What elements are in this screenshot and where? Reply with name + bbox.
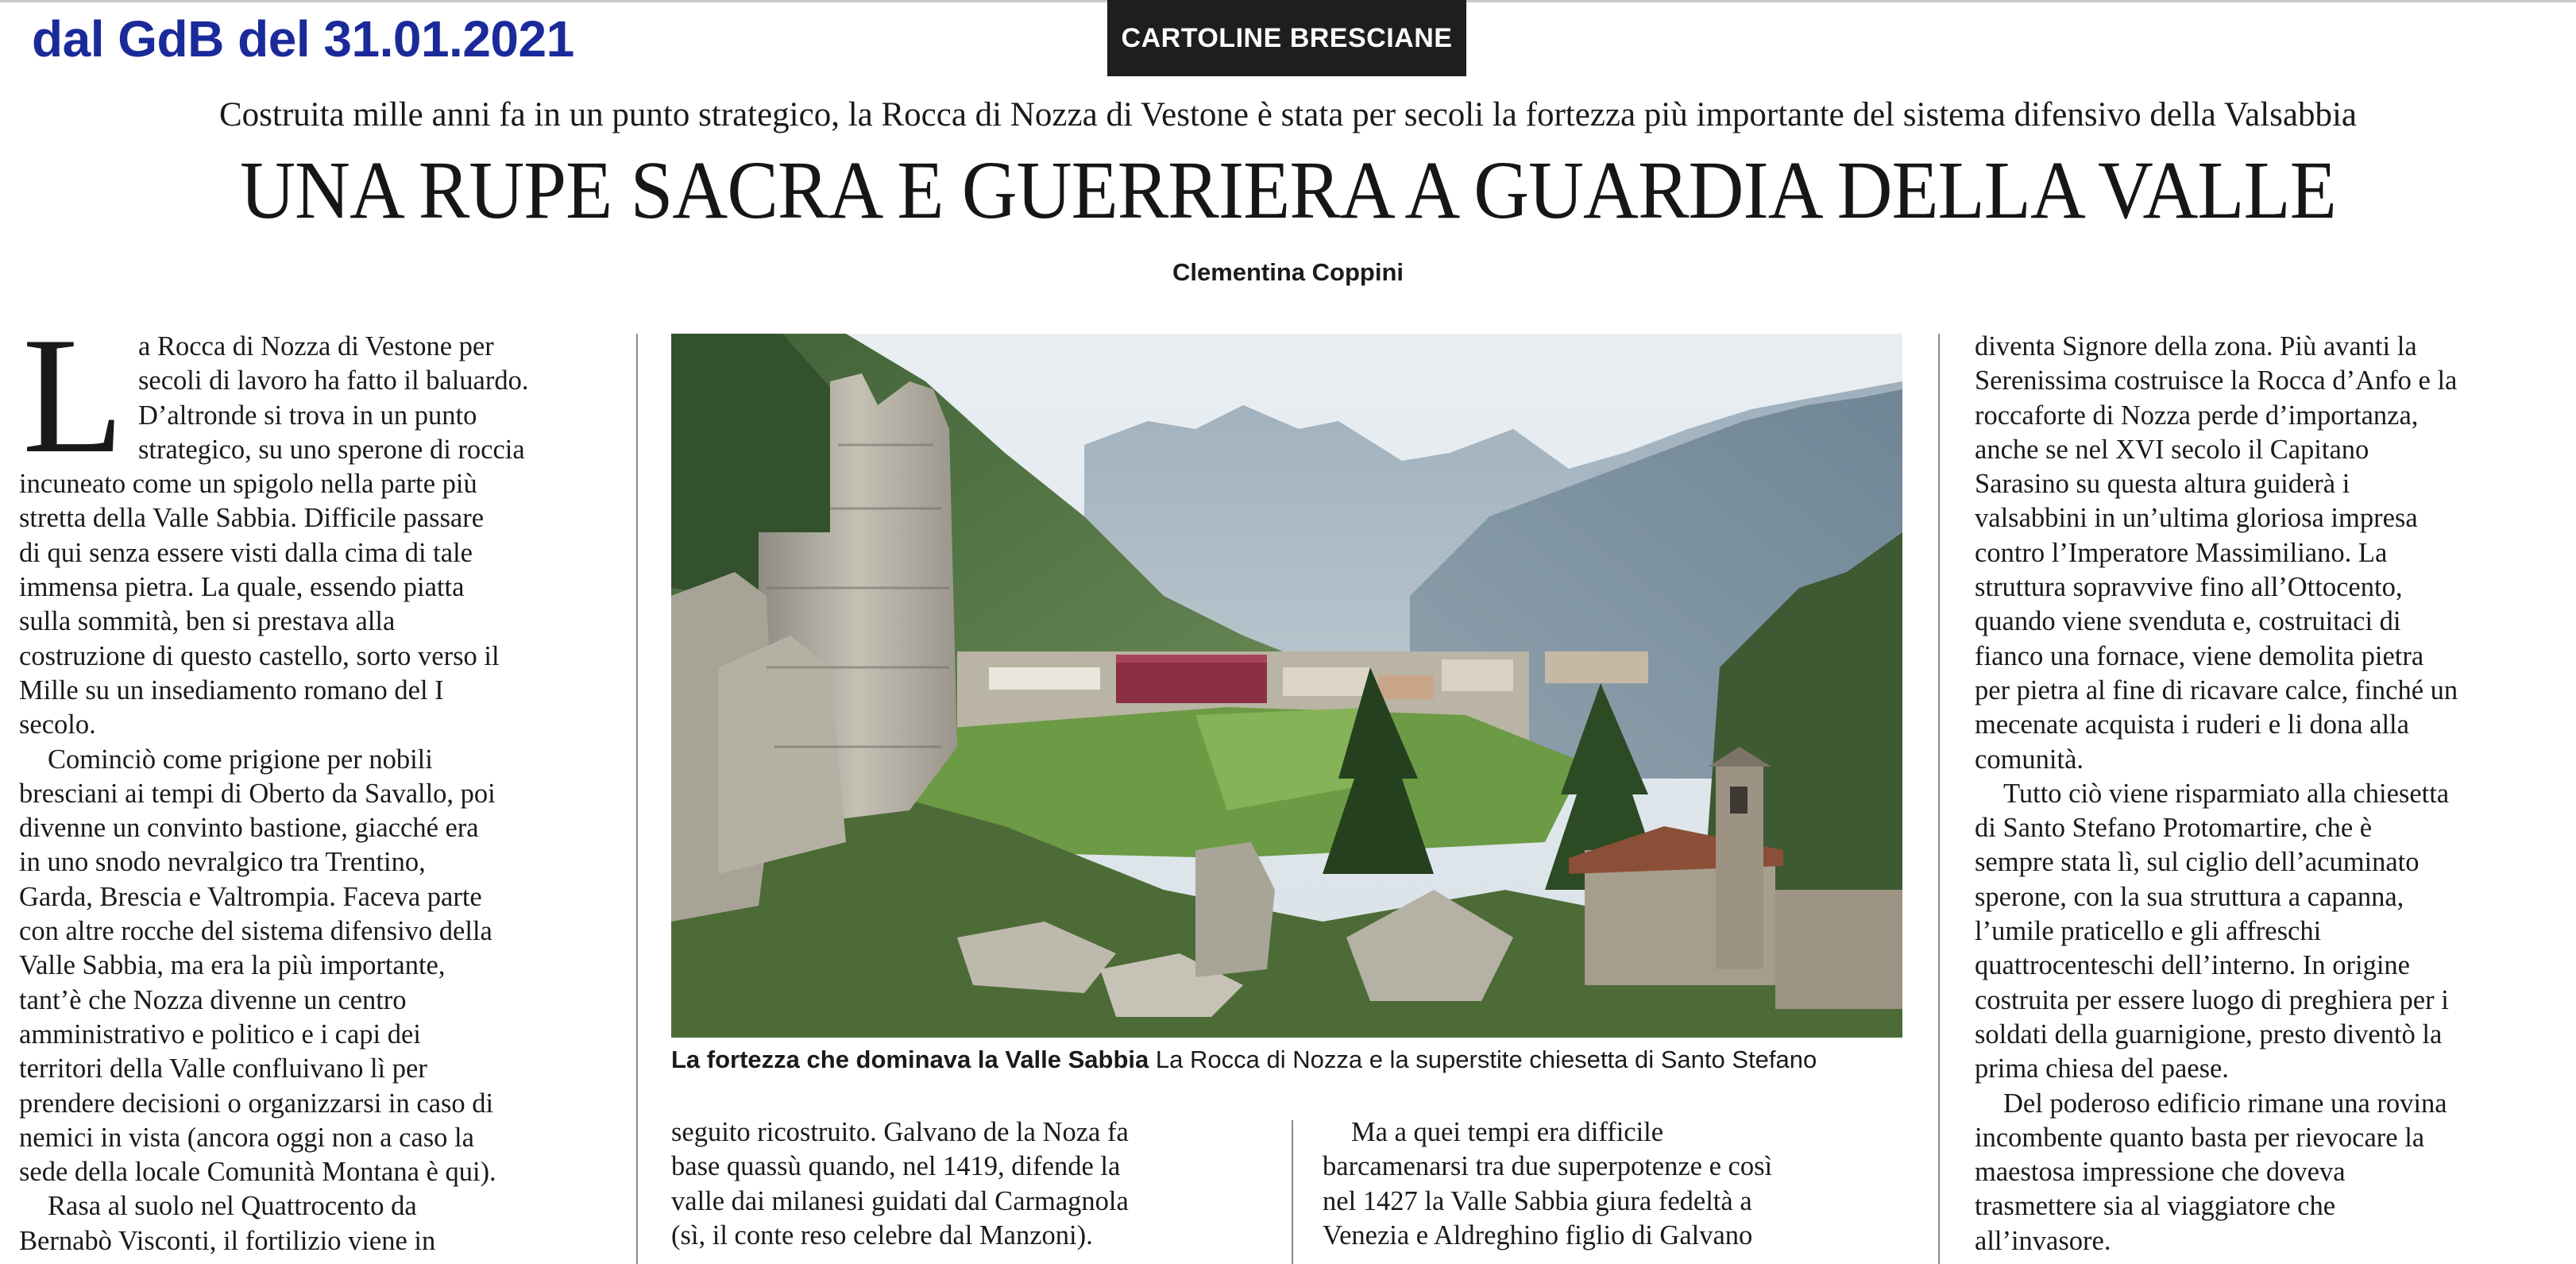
left-column: [19, 330, 599, 1258]
middle-column-2-line: barcamenarsi tra due superpotenze e così: [1323, 1151, 1773, 1182]
left-column-line: costruzione di questo castello, sorto verso il: [19, 640, 500, 671]
right-column-line: all’invasore.: [1975, 1225, 2111, 1256]
photo-caption-text: La Rocca di Nozza e la superstite chiesetta di Santo Stefano: [1155, 1046, 1817, 1073]
left-column-line: sulla sommità, ben si prestava alla: [19, 606, 396, 637]
left-column-line: Cominciò come prigione per nobili: [48, 744, 433, 775]
column-rule-left: [636, 334, 638, 1264]
middle-column-1: [671, 1115, 1259, 1253]
left-column-line: incuneato come un spigolo nella parte più: [19, 469, 477, 500]
right-column-line: Del poderoso edificio rimane una rovina: [2003, 1088, 2447, 1119]
left-column-line: in uno snodo nevralgico tra Trentino,: [19, 847, 426, 878]
left-column-line: con altre rocche del sistema difensivo della: [19, 916, 492, 947]
middle-column-2-line: Venezia e Aldreghino figlio di Galvano: [1323, 1220, 1753, 1250]
headline: UNA RUPE SACRA E GUERRIERA A GUARDIA DELLA VALLE: [240, 145, 2336, 236]
left-column-line: Mille su un insediamento romano del I: [19, 675, 444, 705]
left-column-line: amministrativo e politico e i capi dei: [19, 1019, 421, 1049]
left-column-line: prendere decisioni o organizzarsi in caso di: [19, 1088, 494, 1119]
kicker: Costruita mille anni fa in un punto strategico, la Rocca di Nozza di Vestone è stata per secoli la fortezza più importante del sistema difensivo della Valsabbia: [218, 96, 2358, 133]
right-column-line: quattrocenteschi dell’interno. In origine: [1975, 950, 2410, 981]
left-column-line: tant’è che Nozza divenne un centro: [19, 984, 407, 1015]
middle-column-1-line: valle dai milanesi guidati dal Carmagnola: [671, 1185, 1129, 1216]
left-column-line: bresciani ai tempi di Oberto da Savallo, poi: [19, 778, 496, 809]
section-tag: CARTOLINE BRESCIANE: [1107, 0, 1466, 76]
right-column-line: di Santo Stefano Protomartire, che è: [1975, 813, 2373, 844]
drop-cap: L: [22, 303, 125, 488]
middle-column-1-line: seguito ricostruito. Galvano de la Noza fa: [671, 1117, 1129, 1147]
left-column-line: di qui senza essere visti dalla cima di tale: [19, 537, 473, 568]
left-column-line: secolo.: [19, 709, 96, 740]
left-column-line: strategico, su uno sperone di roccia: [138, 434, 525, 465]
left-column-line: sede della locale Comunità Montana è qui).: [19, 1157, 496, 1188]
right-column-line: sperone, con la sua struttura a capanna,: [1975, 881, 2404, 912]
right-column-line: soldati della guarnigione, presto diventò la: [1975, 1019, 2443, 1049]
left-column-line: D’altronde si trova in un punto: [138, 400, 477, 431]
right-column-line: costruita per essere luogo di preghiera per i: [1975, 984, 2449, 1015]
middle-column-2-line: Ma a quei tempi era difficile: [1351, 1117, 1664, 1147]
right-column-line: comunità.: [1975, 744, 2084, 775]
column-rule-middle: [1292, 1120, 1293, 1264]
middle-column-1-line: base quassù quando, nel 1419, difende la: [671, 1151, 1121, 1182]
right-column-line: anche se nel XVI secolo il Capitano: [1975, 434, 2369, 465]
left-column-line: a Rocca di Nozza di Vestone per: [138, 331, 494, 361]
left-column-line: secoli di lavoro ha fatto il baluardo.: [138, 365, 529, 396]
left-column-line: Garda, Brescia e Valtrompia. Faceva parte: [19, 881, 482, 912]
photo-caption-title: La fortezza che dominava la Valle Sabbia: [671, 1046, 1149, 1073]
right-column-line: trasmettere sia al viaggiatore che: [1975, 1191, 2336, 1222]
left-column-line: divenne un convinto bastione, giacché era: [19, 813, 479, 844]
left-column-line: Valle Sabbia, ma era la più importante,: [19, 950, 446, 981]
left-column-line: immensa pietra. La quale, essendo piatta: [19, 572, 465, 603]
left-column-line: stretta della Valle Sabbia. Difficile passare: [19, 503, 485, 534]
right-column-line: maestosa impressione che doveva: [1975, 1157, 2346, 1188]
right-column-line: contro l’Imperatore Massimiliano. La: [1975, 537, 2388, 568]
right-column-line: per pietra al fine di ricavare calce, finché un: [1975, 675, 2458, 705]
middle-column-1-line: (sì, il conte reso celebre dal Manzoni).: [671, 1220, 1093, 1250]
left-column-wrapped-lines: [138, 330, 599, 467]
right-column-line: incombente quanto basta per rievocare la: [1975, 1122, 2425, 1153]
right-column-line: struttura sopravvive fino all’Ottocento,: [1975, 572, 2403, 603]
left-column-line: nemici in vista (ancora oggi non a caso la: [19, 1122, 474, 1153]
right-column: [1975, 330, 2562, 1258]
article-photo: [671, 334, 1902, 1038]
right-column-line: fianco una fornace, viene demolita pietra: [1975, 640, 2424, 671]
left-column-line: territori della Valle confluivano lì per: [19, 1053, 427, 1084]
right-column-line: diventa Signore della zona. Più avanti la: [1975, 331, 2417, 361]
right-column-line: l’umile praticello e gli affreschi: [1975, 916, 2322, 947]
right-column-line: valsabbini in un’ultima gloriosa impresa: [1975, 503, 2418, 534]
right-column-line: Sarasino su questa altura guiderà i: [1975, 469, 2350, 500]
right-column-line: prima chiesa del paese.: [1975, 1053, 2229, 1084]
right-column-line: Tutto ciò viene risparmiato alla chiesetta: [2003, 778, 2450, 809]
left-column-line: Rasa al suolo nel Quattrocento da: [48, 1191, 417, 1222]
middle-column-2-line: nel 1427 la Valle Sabbia giura fedeltà a: [1323, 1185, 1752, 1216]
source-date-label: dal GdB del 31.01.2021: [32, 10, 574, 68]
right-column-line: roccaforte di Nozza perde d’importanza,: [1975, 400, 2419, 431]
photo-caption: [671, 1046, 1910, 1074]
right-column-line: mecenate acquista i ruderi e li dona alla: [1975, 709, 2409, 740]
right-column-line: Serenissima costruisce la Rocca d’Anfo e la: [1975, 365, 2458, 396]
left-column-lines: [19, 467, 599, 1258]
left-column-line: Bernabò Visconti, il fortilizio viene in: [19, 1225, 436, 1256]
byline: Clementina Coppini: [1172, 258, 1404, 286]
middle-column-2: [1323, 1115, 1910, 1253]
column-rule-right: [1938, 334, 1940, 1264]
right-column-line: quando viene svenduta e, costruitaci di: [1975, 606, 2401, 637]
right-column-line: sempre stata lì, sul ciglio dell’acuminato: [1975, 847, 2420, 878]
